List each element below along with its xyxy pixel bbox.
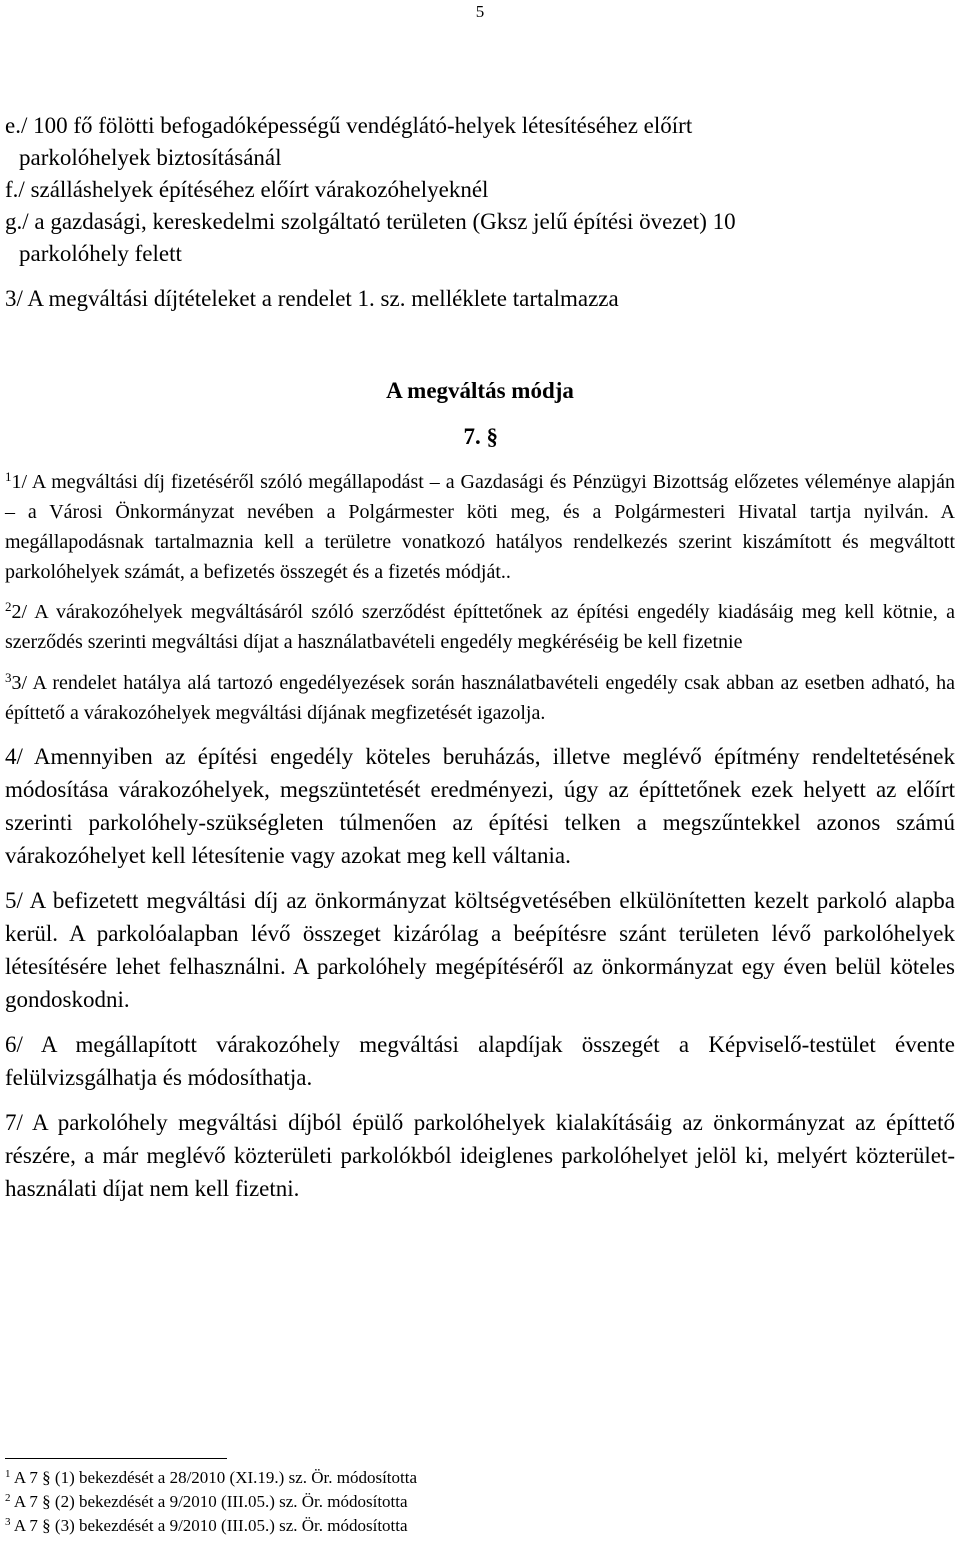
paragraph-5: 5/ A befizetett megváltási díj az önkormányzat költségvetésében elkülönítetten kezelt parkoló alapba kerül. A parkolóalapban lévő összeget kizárólag a beépítésre szánt területen lévő parkolóhelyek létesítésére lehet felhasználni. A parkolóhely megépítéséről az önkormányzat egy éven belül köteles gondoskodni. xyxy=(5,888,955,1012)
paragraph-3: $^3$3/ A rendelet hatálya alá tartozó engedélyezések során használatbavételi engedély csak abban az esetben adható, ha építtető a várakozóhelyek megváltási díjának megfizetését igazolja. xyxy=(5,670,955,724)
footnote: $^1$ A 7 § (1) bekezdését a 28/2010 (XI.19.) sz. Ör. módosította xyxy=(5,1468,418,1487)
list-item-text: 100 fő fölötti befogadóképességű vendéglátó-helyek létesítéséhez előírt xyxy=(33,113,693,138)
section-number: 7. § xyxy=(463,424,498,449)
requirement-list xyxy=(5,110,955,270)
list-item-continuation: parkolóhely felett xyxy=(19,241,182,266)
footnote-ref[interactable]: 2 xyxy=(5,599,12,614)
document-body xyxy=(5,110,955,1205)
paragraph-6: 6/ A megállapított várakozóhely megváltási alapdíjak összegét a Képviselő-testület évente felülvizsgálhatja és módosíthatja. xyxy=(5,1032,955,1090)
paragraph-3-intro: 3/ A megváltási díjtételeket a rendelet 1. sz. melléklete tartalmazza xyxy=(5,286,619,311)
list-item xyxy=(5,206,955,270)
list-item-text: szálláshelyek építéséhez előírt várakozóhelyeknél xyxy=(30,177,489,202)
footnotes xyxy=(5,1466,417,1538)
footnote: $^3$ A 7 § (3) bekezdését a 9/2010 (III.05.) sz. Ör. módosította xyxy=(5,1516,408,1535)
paragraph-1: $^1$1/ A megváltási díj fizetéséről szóló megállapodást – a Gazdasági és Pénzügyi Bizottság előzetes véleménye alapján – a Városi Önkormányzat nevében a Polgármester köti meg, és a Polgármesteri Hivatal tartja nyilván. A megállapodásnak tartalmaznia kell a területre vonatkozó hatályos rendelkezés szerint kiszámított és megváltott parkolóhelyek számát, a befizetés összegét és a fizetés módját.. xyxy=(5,469,955,583)
footnote: $^2$ A 7 § (2) bekezdését a 9/2010 (III.05.) sz. Ör. módosította xyxy=(5,1492,408,1511)
list-item xyxy=(5,174,955,206)
list-item-text: a gazdasági, kereskedelmi szolgáltató területen (Gksz jelű építési övezet) 10 xyxy=(34,209,736,234)
list-item-label: f./ xyxy=(5,177,25,202)
paragraph-7: 7/ A parkolóhely megváltási díjból épülő parkolóhelyek kialakításáig az önkormányzat az építtető részére, a már meglévő közterületi parkolókból ideiglenes parkolóhelyet jelöl ki, melyért közterület-használati díjat nem kell fizetni. xyxy=(5,1110,955,1201)
footnote-separator xyxy=(5,1458,227,1459)
list-item-label: e./ xyxy=(5,113,28,138)
list-item-label: g./ xyxy=(5,209,29,234)
list-item xyxy=(5,110,955,174)
paragraph-2: $^2$2/ A várakozóhelyek megváltásáról szóló szerződést építtetőnek az építési engedély kiadásáig meg kell kötnie, a szerződés szerinti megváltási díjat a használatbavételi engedély megkéréséig be kell fizetnie xyxy=(5,599,955,653)
section-heading: A megváltás módja xyxy=(386,378,574,403)
paragraph-4: 4/ Amennyiben az építési engedély köteles beruházás, illetve meglévő építmény rendeltetésének módosítása várakozóhelyek, megszüntetését eredményezi, úgy az építtetőnek ezek helyett az előírt szerinti parkolóhely-szükségleten túlmenően az építési telken a megszűntekkel azonos számú várakozóhelyet kell létesítenie vagy azokat meg kell váltania. xyxy=(5,744,955,868)
page-number: 5 xyxy=(475,2,485,21)
list-item-continuation: parkolóhelyek biztosításánál xyxy=(19,145,282,170)
footnote-ref[interactable]: 3 xyxy=(5,670,12,685)
footnote-ref[interactable]: 1 xyxy=(5,469,12,484)
